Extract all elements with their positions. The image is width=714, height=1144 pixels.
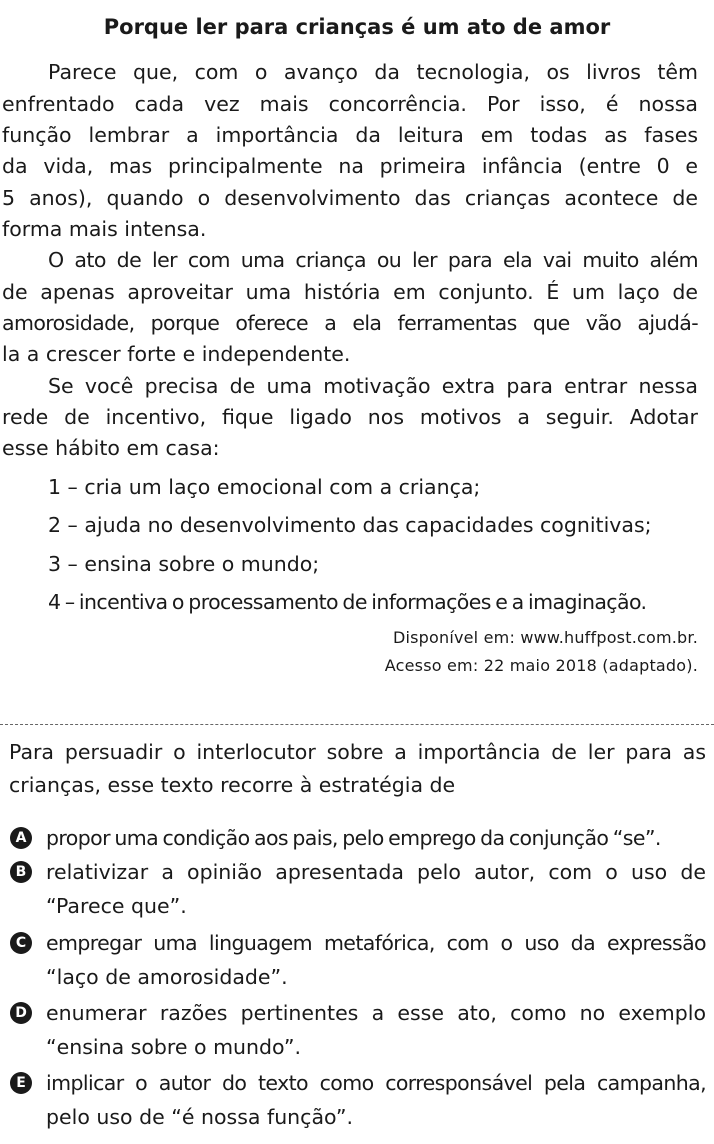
- paragraph-2-line-1: O ato de ler com uma criança ou ler para ela vai muito além: [48, 248, 698, 272]
- paragraph-3-line-3: esse hábito em casa:: [2, 436, 220, 460]
- option-d-text-line-1: enumerar razões pertinentes a esse ato, como no exemplo: [46, 1001, 706, 1025]
- option-a-text: propor uma condição aos pais, pelo emprego da conjunção “se”.: [46, 826, 661, 850]
- text-title: Porque ler para crianças é um ato de amor: [103, 15, 611, 39]
- list-item-3: 3 – ensina sobre o mundo;: [48, 552, 320, 576]
- source-line-1: Disponível em: www.huffpost.com.br.: [392, 628, 698, 647]
- source-line-2: Acesso em: 22 maio 2018 (adaptado).: [384, 656, 698, 675]
- paragraph-1-line-4: da vida, mas principalmente na primeira infância (entre 0 e: [2, 154, 698, 178]
- option-e-text-line-1: implicar o autor do texto como corresponsável pela campanha,: [46, 1071, 706, 1095]
- paragraph-3-line-1: Se você precisa de uma motivação extra para entrar nessa: [48, 374, 698, 398]
- option-e-badge: E: [10, 1072, 32, 1094]
- option-b-text-line-2: “Parece que”.: [46, 894, 187, 918]
- option-a-badge: A: [10, 827, 32, 849]
- paragraph-1-line-3: função lembrar a importância da leitura em todas as fases: [2, 123, 698, 147]
- paragraph-3-line-2: rede de incentivo, fique ligado nos motivos a seguir. Adotar: [2, 405, 698, 429]
- list-item-1: 1 – cria um laço emocional com a criança;: [48, 475, 481, 499]
- paragraph-2-line-2: de apenas aproveitar uma história em conjunto. É um laço de: [2, 280, 698, 304]
- paragraph-2-line-4: la a crescer forte e independente.: [2, 342, 351, 366]
- option-d-text-line-2: “ensina sobre o mundo”.: [46, 1035, 301, 1059]
- option-d-badge: D: [10, 1002, 32, 1024]
- option-c-text-line-2: “laço de amorosidade”.: [46, 965, 288, 989]
- question-line-2: crianças, esse texto recorre à estratégia de: [9, 773, 456, 797]
- option-b-text-line-1: relativizar a opinião apresentada pelo autor, com o uso de: [46, 860, 706, 884]
- option-b-badge: B: [10, 861, 32, 883]
- paragraph-2-line-3: amorosidade, porque oferece a ela ferramentas que vão ajudá-: [2, 311, 698, 335]
- paragraph-1-line-6: forma mais intensa.: [2, 217, 207, 241]
- list-item-2: 2 – ajuda no desenvolvimento das capacidades cognitivas;: [48, 513, 652, 537]
- paragraph-1-line-5: 5 anos), quando o desenvolvimento das crianças acontece de: [2, 186, 698, 210]
- section-divider: [0, 724, 714, 725]
- paragraph-1-line-1: Parece que, com o avanço da tecnologia, os livros têm: [48, 60, 698, 84]
- question-line-1: Para persuadir o interlocutor sobre a importância de ler para as: [9, 740, 706, 764]
- option-c-text-line-1: empregar uma linguagem metafórica, com o uso da expressão: [46, 931, 706, 955]
- option-e-text-line-2: pelo uso de “é nossa função”.: [46, 1105, 353, 1129]
- paragraph-1-line-2: enfrentado cada vez mais concorrência. Por isso, é nossa: [2, 92, 698, 116]
- option-c-badge: C: [10, 932, 32, 954]
- list-item-4: 4 – incentiva o processamento de informações e a imaginação.: [48, 590, 647, 614]
